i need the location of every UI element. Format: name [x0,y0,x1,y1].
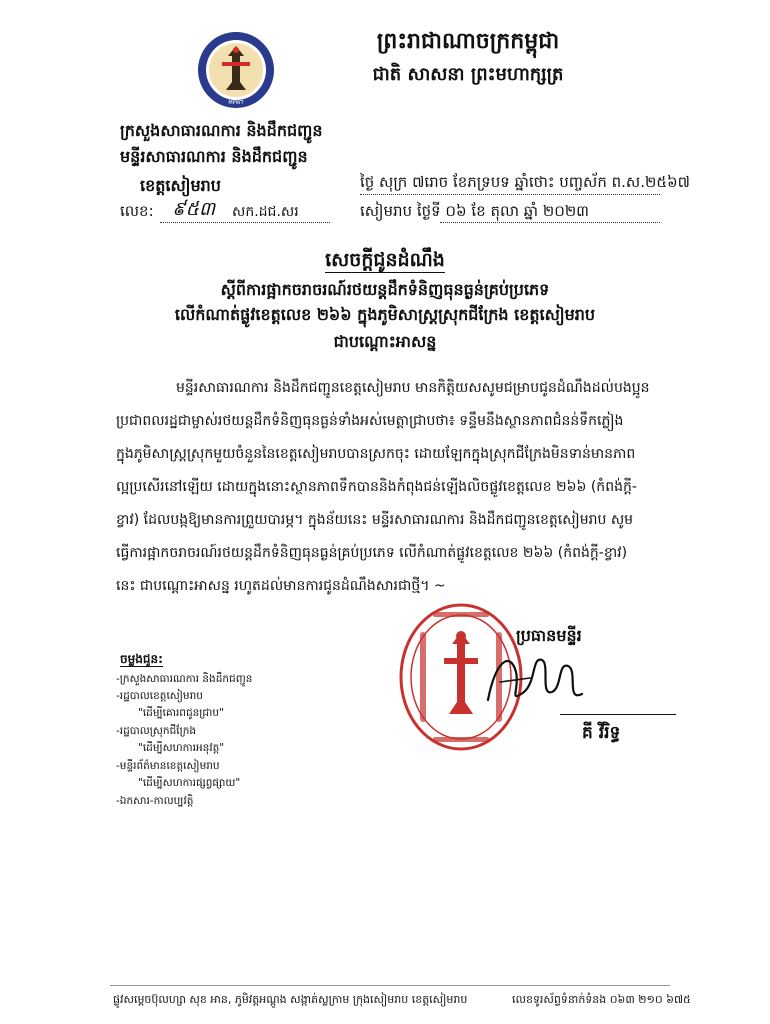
kingdom-motto: ជាតិ សាសនា ព្រះមហាក្សត្រ [372,64,564,85]
province-name: ខេត្តសៀមរាប [140,176,221,195]
recipients-title-text: ចម្លងជូន: [120,652,163,666]
body-line: ធ្វើការផ្អាកចរាចរណ៍រថយន្តដឹកទំនិញធុនធ្ងន់គ្រប់ប្រភេទ លើកំណាត់ផ្លូវខេត្តលេខ ២៦៦ (កំពង់ក្តី-ខ្វាវ) [116,545,628,561]
body-line: ប្រជាពលរដ្ឋជាម្ចាស់រថយន្តដឹកទំនិញធុនធ្ងន់ទាំងអស់មេត្តាជ្រាបថា៖ ទន្ទឹមនឹងស្ថានភាពជំនន់ទឹកភ្លៀង [116,413,624,429]
subject-line-1: ស្តីពីការផ្អាកចរាចរណ៍រថយន្តដឹកទំនិញធុនធ្ងន់គ្រប់ប្រភេទ [220,280,550,299]
recipient-note: "ដើម្បីសហការផ្សព្វផ្សាយ" [138,777,241,789]
svg-text:MPWT: MPWT [228,100,244,106]
signatory-title: ប្រធានមន្ទីរ [516,626,582,645]
kingdom-title: ព្រះរាជាណាចក្រកម្ពុជា [376,29,560,54]
department-name: មន្ទីរសាធារណការ និងដឹកជញ្ជូន [120,147,308,166]
signature-underline [560,714,676,715]
recipient-item: -ក្រសួងសាធារណការ និងដឹកជញ្ជូន [116,673,253,685]
recipient-item: -រដ្ឋបាលស្រុកជីក្រែង [116,725,197,737]
footer-divider [110,985,670,986]
body-line: ល្អប្រសើរនៅឡើយ ដោយក្នុងនោះស្ថានភាពទឹកបាននិងកំពុងជន់ឡើងលិចផ្លូវខេត្តលេខ ២៦៦ (កំពង់ក្តី- [116,479,637,495]
reference-label: លេខ: [120,202,154,220]
body-line: ក្នុងភូមិសាស្ត្រស្រុកមួយចំនួននៃខេត្តសៀមរាបបានស្រកចុះ ដោយឡែកក្នុងស្រុកជីក្រែងមិនទាន់មានភាព [116,446,636,462]
ministry-name: ក្រសួងសាធារណការ និងដឹកជញ្ជូន [120,121,323,140]
recipient-note: "ដើម្បីសហការអនុវត្ត" [138,742,225,754]
body-line: មន្ទីរសាធារណការ និងដឹកជញ្ជូនខេត្តសៀមរាប មានកិត្តិយសសូមជម្រាបជូនដំណឹងដល់បងប្អូន [176,380,650,396]
reference-suffix: សក.ដជ.សរ [232,204,299,220]
footer-phone: លេខទូរស័ព្ទទំនាក់ទំនង ០៦៣ ២១០ ៦៧៥ [512,993,691,1006]
recipient-note: "ដើម្បីគោរពជូនជ្រាប" [138,707,224,719]
lunar-date: ថ្ងៃ សុក្រ ៧រោច ខែភទ្របទ ឆ្នាំថោះ បញ្ចស័ក ព.ស.២៥៦៧ [360,173,690,191]
recipients-title [120,651,163,669]
body-line: ខ្វាវ) ដែលបង្កឱ្យមានការព្រួយបារម្ភ។ ក្នុងន័យនេះ មន្ទីរសាធារណការ និងដឹកជញ្ជូនខេត្តសៀមរាប សូម [116,512,634,528]
document-title-text: សេចក្តីជូនដំណឹង [325,249,445,271]
subject-line-3: ជាបណ្តោះអាសន្ន [333,332,437,351]
recipient-item: -ឯកសារ-កាលប្បវត្តិ [116,795,194,807]
reference-dotted-line [160,222,330,223]
document-title [0,248,770,276]
reference-number: ៩៥៣ [172,198,216,220]
solar-date: សៀមរាប ថ្ងៃទី ០៦ ខែ តុលា ឆ្នាំ ២០២៣ [360,202,589,220]
recipient-item: -មន្ទីរព័ត៌មានខេត្តសៀមរាប [116,760,220,772]
handwritten-signature [470,642,600,714]
body-line: នេះ ជាបណ្តោះអាសន្ន រហូតដល់មានការជូនដំណឹងសារជាថ្មី។ ~ [116,578,446,594]
ministry-logo [196,30,276,110]
footer-address: ផ្លូវសម្តេចប៊ុលហ្សា សុខ អាន, ភូមិវត្តអណ្តូង សង្កាត់ស្លក្រាម ក្រុងសៀមរាប ខេត្តសៀមរាប [113,993,468,1006]
lunar-date-dotted-line [360,194,660,195]
subject-line-2: លើកំណាត់ផ្លូវខេត្តលេខ ២៦៦ ក្នុងភូមិសាស្ត្រស្រុកជីក្រែង ខេត្តសៀមរាប [174,305,596,324]
recipient-item: -រដ្ឋបាលខេត្តសៀមរាប [116,690,203,702]
signatory-name: គី វីរិទ្ធ [582,723,621,743]
solar-date-dotted-line [440,222,660,223]
